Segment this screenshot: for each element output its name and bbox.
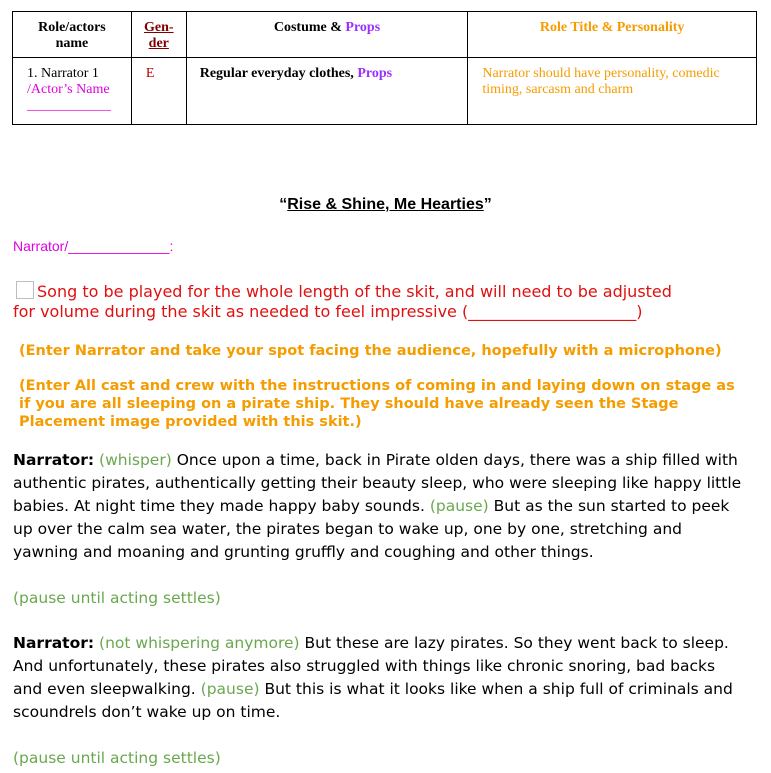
header-costume: Costume & Props bbox=[186, 12, 468, 58]
header-role: Role/actors name bbox=[13, 12, 132, 58]
stage-direction-2: (Enter All cast and crew with the instructions of coming in and laying down on stage as if you are all sleeping on a pirate ship. They should have already seen the Stage Placement image provided with this skit.) bbox=[19, 378, 735, 430]
cell-costume: Regular everyday clothes, Props bbox=[186, 58, 468, 125]
cell-personality: Narrator should have personality, comedic timing, sarcasm and charm bbox=[468, 58, 757, 125]
pause-note-1: (pause until acting settles) bbox=[13, 589, 221, 607]
checkbox-icon[interactable] bbox=[16, 281, 34, 299]
narrator-paragraph-2: Narrator: (not whispering anymore) But these are lazy pirates. So they went back to sleep. And unfortunately, these pirates also struggled with things like chronic snoring, bad backs and even sleepwalking. (pause) But this is what it looks like when a ship full of criminals and scoundrels don’t wake up on time. bbox=[13, 634, 733, 721]
song-instruction: Song to be played for the whole length of the skit, and will need to be adjusted for volume during the skit as needed to feel impressive (_____________________) bbox=[13, 282, 672, 321]
narrator-name-line: Narrator/_____________: bbox=[13, 238, 174, 254]
stage-direction-1: (Enter Narrator and take your spot facing the audience, hopefully with a microphone) bbox=[19, 343, 722, 359]
narrator-paragraph-1: Narrator: (whisper) Once upon a time, back in Pirate olden days, there was a ship filled with authentic pirates, authentically getting their beauty sleep, who were sleeping like happy little babies. At night time they made happy baby sounds. (pause) But as the sun started to peek up over the calm sea water, the pirates began to wake up, one by one, stretching and yawning and moaning and grunting gruffly and coughing and other things. bbox=[13, 451, 742, 561]
cast-table-header bbox=[13, 12, 757, 58]
header-gender: Gen- der bbox=[131, 12, 186, 58]
header-personality: Role Title & Personality bbox=[468, 12, 757, 58]
cast-table bbox=[12, 11, 757, 125]
cell-role: 1. Narrator 1 /Actor’s Name ____________ bbox=[13, 58, 132, 125]
cell-gender: E bbox=[131, 58, 186, 125]
pause-note-2: (pause until acting settles) bbox=[13, 749, 221, 767]
table-row bbox=[13, 58, 757, 125]
skit-title: “Rise & Shine, Me Hearties” bbox=[279, 196, 492, 213]
